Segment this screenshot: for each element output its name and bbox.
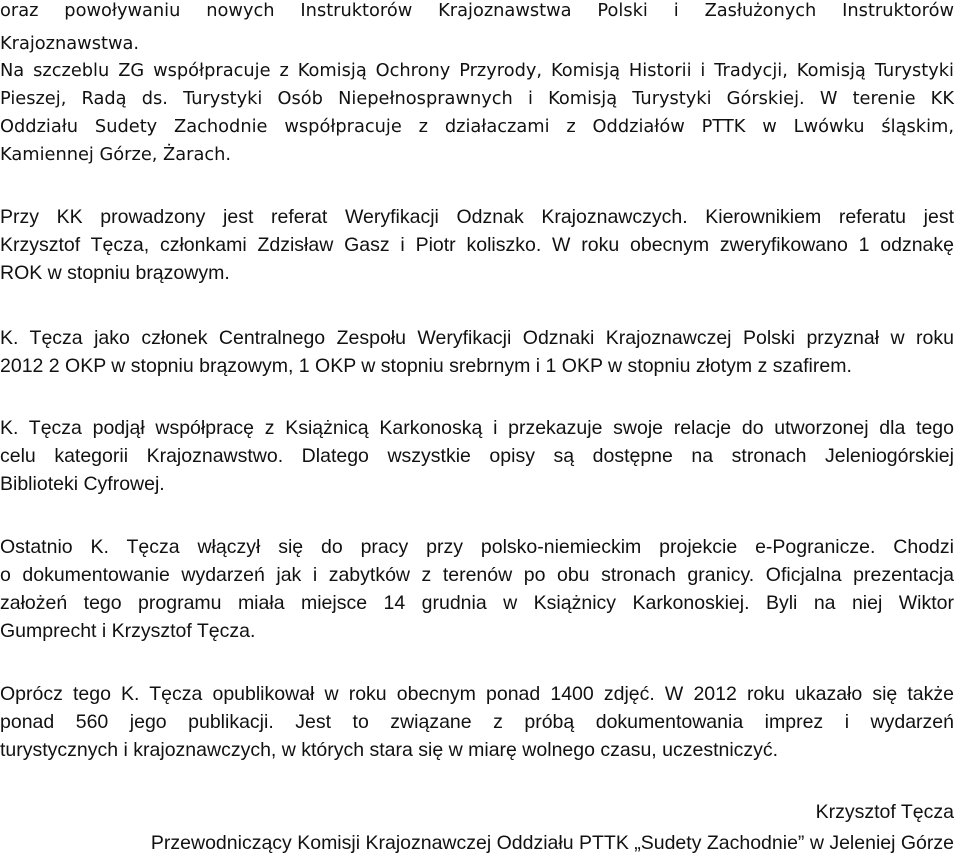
text-line: założeń tego programu miała miejsce 14 grudnia w Książnicy Karkonoskiej. Byli na niej Wiktor (0, 592, 954, 614)
text-line: oraz powoływaniu nowych Instruktorów Krajoznawstwa Polski i Zasłużonych Instruktorów (0, 0, 954, 21)
text-line: celu kategorii Krajoznawstwo. Dlatego wszystkie opisy są dostępne na stronach Jeleniogórskiej (0, 445, 954, 467)
text-line: turystycznych i krajoznawczych, w których stara się w miarę wolnego czasu, uczestniczyć. (0, 739, 779, 761)
text-line: Krzysztof Tęcza, członkami Zdzisław Gasz i Piotr koliszko. W roku obecnym zweryfikowano 1 odznakę (0, 234, 954, 256)
text-line: Przy KK prowadzony jest referat Weryfikacji Odznak Krajoznawczych. Kierownikiem referatu jest (0, 206, 954, 228)
text-line: Gumprecht i Krzysztof Tęcza. (0, 620, 256, 642)
text-line: ROK w stopniu brązowym. (0, 262, 230, 284)
text-line: Na szczeblu ZG współpracuje z Komisją Ochrony Przyrody, Komisją Historii i Tradycji, Komisją Turystyki (0, 60, 954, 81)
text-line: K. Tęcza podjął współpracę z Książnicą Karkonoską i przekazuje swoje relacje do utworzonej dla tego (0, 417, 954, 439)
text-line: Krajoznawstwa. (0, 33, 140, 54)
text-line: Biblioteki Cyfrowej. (0, 473, 165, 495)
text-line: 2012 2 OKP w stopniu brązowym, 1 OKP w stopniu srebrnym i 1 OKP w stopniu złotym z szafirem. (0, 355, 852, 377)
signature-name: Krzysztof Tęcza (815, 801, 954, 823)
text-line: Oddziału Sudety Zachodnie współpracuje z działaczami z Oddziałów PTTK w Lwówku śląskim, (0, 116, 954, 137)
text-line: Pieszej, Radą ds. Turystyki Osób Niepełnosprawnych i Komisją Turystyki Górskiej. W terenie KK (0, 88, 954, 109)
text-line: Kamiennej Górze, Żarach. (0, 144, 232, 165)
text-line: Ostatnio K. Tęcza włączył się do pracy przy polsko-niemieckim projekcie e-Pogranicze. Chodzi (0, 536, 954, 558)
text-line: ponad 560 jego publikacji. Jest to związane z próbą dokumentowania imprez i wydarzeń (0, 711, 954, 733)
signature-title: Przewodniczący Komisji Krajoznawczej Oddziału PTTK „Sudety Zachodnie” w Jeleniej Górze (150, 832, 954, 854)
text-line: Oprócz tego K. Tęcza opublikował w roku obecnym ponad 1400 zdjęć. W 2012 roku ukazało się także (0, 683, 954, 705)
text-line: K. Tęcza jako członek Centralnego Zespołu Weryfikacji Odznaki Krajoznawczej Polski przyznał w roku (0, 327, 954, 349)
text-line: o dokumentowanie wydarzeń jak i zabytków z terenów po obu stronach granicy. Oficjalna prezentacja (0, 564, 954, 586)
